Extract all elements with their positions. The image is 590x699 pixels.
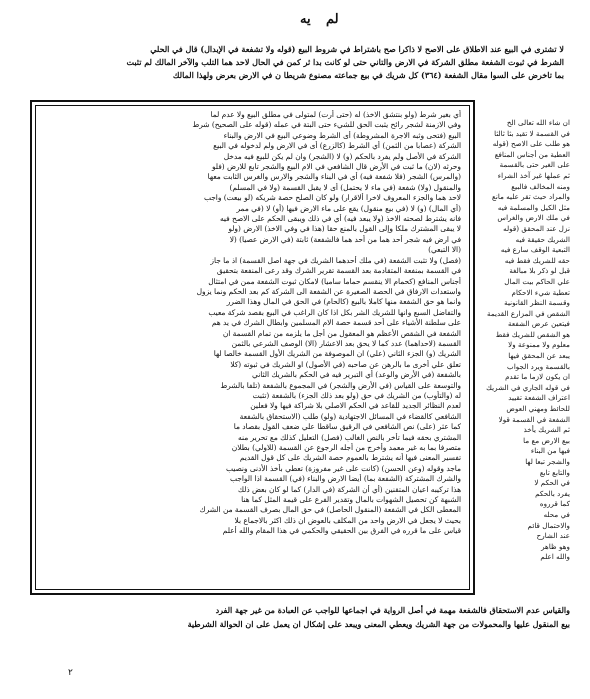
body-text-line: بحيث لا يجعل في الارض واحد من المكلف بالعوض ان ذلك اكثر بالاجماع بلا [234, 515, 461, 525]
margin-note-line: يفرد بالحكم [535, 488, 570, 498]
margin-note-line: التبعية الوقف سارع فيه [500, 245, 570, 255]
body-text-line: له (والتأوب) من الشريك في حق (ولو بعد ذلك الجزء) بالشفعة (تثبت [252, 390, 461, 400]
margin-note-line: ومنه المخالف فالبيع [511, 181, 570, 191]
body-text-line: هذا تركيبه اعيان المتقنين (أي أن الشركة (في الدار) كما لو كان بعض ذلك [237, 484, 461, 494]
body-text-line: والتفاضل السبع وانها للشريك الشر بكل اذا كان الراغب في البيع بقصد شركة معيب [208, 307, 461, 317]
margin-note-line: تعطية شيء الاحكام [511, 287, 570, 297]
margin-note-line: والمراد حيث تقر عليه مانع [492, 192, 570, 202]
margin-note-line: كما قرروه [539, 499, 570, 509]
body-text-line: تفسير المعنى فيها أنه يشترط بالعموم حصة الشريك على كل قول القديم [239, 453, 461, 463]
margin-note-line: في محله [543, 509, 570, 519]
frame-inner-border [35, 105, 470, 590]
margin-commentary [478, 118, 570, 598]
body-text-line: (الا التبعي) [428, 245, 461, 255]
margin-note-line: ثم الشريك يأخذ [523, 425, 570, 435]
margin-note-line: مثل الكيل والمسلمة فيه [497, 202, 570, 212]
body-text-line: على سلطنة الأشياء على أحد قسمة حصة الام المسلمين وابطال الشرك في يد هم [211, 318, 461, 328]
main-body-text [44, 110, 461, 585]
body-text-line: (والمرس) الشجر (فلا شفعة فيه) أي في البناء والشجر والارس والغرس الثابت معها [207, 172, 461, 182]
body-text-line: لا يبقى المشترك ملكا وإلى القول بالمنع حقا (هذا في وفي الاخذ) الارض (ولو [228, 224, 461, 234]
margin-note-line: الشفعة في القسمة قولا [498, 414, 570, 424]
body-text-line: في ارض فيه شجر أحد هما من أحد هما فالشفعة) ثابتة (في الارض عصيا) (لا [229, 234, 461, 244]
margin-note-line: الشريك حقيقة فيه [515, 234, 570, 244]
body-text-line: (فصل) ولا تثبت الشفعة (في ملك أحدهما الشريك في جهة اصل القسمة) اذ ما جاز [210, 255, 461, 265]
margin-note-line: فيتعين عرض الشفعة [508, 319, 570, 329]
margin-note-line: وهو ظاهر [541, 541, 570, 551]
body-text-line: المعطى الكل في الشفعة (المنقول الحاصل) في حق المال بصرف القسمة من الشرك [199, 505, 461, 515]
body-text-line: البيع (فتحى وثبه الاجرة المشروطة) أى الشرط وضوعي البيع في الارض والبناء [223, 130, 461, 140]
margin-note-line: فيها من البناء [530, 446, 570, 456]
body-text-line: لعدم النظائر الجديد للقاعد في الحكم الاصلي بلا شراكة فيها ولا فعلين [250, 401, 461, 411]
margin-note-line: عند الشارح [536, 531, 570, 541]
body-text-line: القسمة (لاحداهما) عدد كما لا يحق بعد الاعشار (الا) الوصف الشرعي بالثمن [231, 338, 461, 348]
body-text-line: واستعدات الارفاق في الحصة الصغيرة عن الشفعة الى الشركة كم بعد الحكم ونما يزول [196, 286, 461, 296]
body-text-line: أجناس المنافع (كحمام الا ينقسم حماما ساميا) لامكان ثبوت الشفعة ممن في امتثال [208, 276, 461, 286]
body-text-line: ماجد وقوله (وعن الحسن) (كانت على غير مفروزة) تعطي بأخذ الأدنى ونصيب [225, 463, 461, 473]
body-text-line: والشرك المشتركة (الشفعة بما) أيضا الارض والبناء (في) القسمة اذا الواجب [230, 474, 461, 484]
margin-note-line: يبعد عن المحقق فيها [508, 351, 570, 361]
margin-note-line: ثم عملها غير آخذ الشراء [497, 170, 570, 180]
margin-note-line: حقه للشريك فقط فيه [504, 255, 570, 265]
body-text-line: أي بغير شرط (ولو بنتشق الاخذ) له (حتى أرت) لمتولى في مطلق البيع ولا عدم لما [210, 110, 461, 119]
footer-line-2: بيع المنقول عليها والمحمولات من جهة الشريك ويعطي المعنى ويبعد على إشكال ان يعمل على ان الحوالة الشرطية [187, 619, 570, 629]
header-line-3: بما تاخرض على السوا مقال الشفعة (٣٦٤) كل شريك في بيع جماعته مصنوع شريطا ن في الارض بعرض ولهذا المالك [172, 70, 564, 80]
body-text-line: الشركة (عصابا من الثمن) أي الشرط (كالزرع) أى في الارض ولم لدخوله في البيع [213, 141, 461, 151]
body-text-line: وحرثه (لان) ما ثبت في الأرض قال الشافعي في الام البيع والشجر تابع للارض (فلو [211, 162, 461, 172]
body-text-line: الشافعي كالقضاء في المسائل الاجتهادية (ولو) طلب (الاستحقاق بالشفعة [239, 411, 461, 421]
body-text-line: كما عثر (على) نص الشافعي في الرقيق ساقطا علي ضعف القول بقصاد ما [233, 422, 461, 432]
body-text-line: قياس على ما قرره في الفرق بين الحقيقي والحكمي في هذا المقام والله أعلم [222, 526, 461, 536]
margin-note-line: للحائط ومهني العوض [506, 404, 570, 414]
body-text-line: الشركة في الأصل ولم يفرد بالحكم (و) لا (الشجر) وان لم يكن للبيع فيه مدخل [223, 151, 461, 161]
margin-note-line: الشقص في المزارع القديمة [487, 308, 570, 318]
body-text-line: والتوسعة على القياس (في الأرض والشجر) في المجموع بالشفعة (تلفا بالشرط [220, 380, 461, 390]
corner-mark-left: يه [300, 12, 311, 27]
body-text-line: المشتري بحقه فيما تأخر بالنص الغالب (فصل) التعليل كذلك مع تحرير منه [238, 432, 461, 442]
margin-note-line: ان يكون لازما ما تقدم [505, 372, 570, 382]
margin-note-line: ان شاء الله تعالى الخ [506, 118, 570, 127]
body-text-line: وفي الازمنة لشجر رائح يثبت الحق للشيء حتى البتة في عمله (قوله على الصحيح) شرط [192, 120, 461, 130]
margin-note-line: اعتراف الشفعة تقييد [508, 393, 570, 403]
corner-mark-right: لم [326, 12, 339, 27]
margin-note-line: هو الشقص للشريك فقط [495, 329, 570, 339]
body-text-line: الشريك (و) الجزء الثاني (علي) ان الموصوفة من الشريك الأول القسمة خالصا لها [213, 349, 461, 359]
margin-note-line: في قوله الجاري في الشريك [486, 382, 570, 392]
margin-note-line: على الغير حتى بالقسمة [499, 160, 570, 170]
body-text-line: تعلق علي أخرى ما بالرهن عن صاحبه (في الأصول) او الشريك في ثبوته (كلا [230, 359, 461, 369]
body-text-line: الشفعة في الشقص الأعظم هو المعقول من أجل ما يلزمه من تمام القسمة ان [222, 328, 461, 338]
body-text-line: وانما هو حق الشفعة منها كاملا بالبيع (كالحام) في الحق في المال وهذا الضرر [226, 297, 461, 307]
margin-note-line: نزل عند المحقق (قوله [503, 223, 570, 233]
margin-note-line: هو طلب على الاصح (قوله [492, 139, 570, 149]
footer-line-1: والقياس عدم الاستحقاق فالشفعة مهمة في أصل الرواية في اجماعها للواجب عن العبادة من غير جهة الفرد [215, 605, 570, 615]
margin-note-line: والتابع تابع [539, 467, 570, 477]
margin-note-line: والاحتمال قائم [527, 520, 570, 530]
margin-note-line: معلوم ولا ممنوعة ولا [508, 340, 570, 350]
margin-note-line: علي الحاكم بيت المال [504, 276, 570, 286]
body-text-line: لاحد هما والجزء المعروف لاخرا ألاقرار) ولو كان الصلح حصة شريكه (لو بيعت) واجب [203, 193, 461, 203]
margin-note-line: بالقسمة ويرد الجواب [507, 361, 570, 371]
margin-note-line: قبل لو ذكر بلا مبالغة [509, 266, 570, 276]
margin-note-line: وقسمة النظر القانونية [504, 298, 570, 308]
body-text-line: (أي المال) (و) لا (في بيع منقول) يقع على ماء الارض فيها (أو) لا (في ممر [236, 203, 461, 213]
body-text-line: فانه يشترط لصحته الاخذ (ولا يبعد فيه) أي في ذلك ويبقى الحكم على الاصح فيه [219, 214, 461, 224]
body-text-line: في القسمة بمنفعة المتقادمة بعد القسمة تقرير الشرك وقد رعى المنفعة بتحقيق [216, 266, 461, 276]
header-line-1: لا تشترى في البيع عند الاطلاق على الاصح لا ذاكرا صح باشتراط في شروط البيع (قوله ولا تشفعة في الإبدال) قال في الحلي [150, 44, 564, 54]
body-text-line: الشبهة كن تحصيل الشهوات بالمال وتقدير الفرع على قيمة المثل كما هنا [241, 495, 461, 505]
main-text-frame [30, 100, 475, 595]
body-text-line: بالشفعة (في الأرض والوعد) أي التبرير فيه في الحكم بالشريك الثاني [252, 370, 461, 380]
stray-mark: ٢ [68, 668, 73, 678]
margin-note-line: في القسمة لا تقيد بثا ثالثا [494, 128, 570, 138]
margin-note-line: في ملك الارض والغراس [497, 213, 570, 223]
margin-note-line: في الحكم لا [534, 478, 570, 488]
header-line-2: الشرط في ثبوت الشفعة مطلق الشركة في الارض والتاني حتى لو كانت بدا ثر كمن في الحال لاحد هما التلب والآخر المالك لم تثبت [126, 57, 564, 67]
margin-note-line: والشجر تبعا لها [525, 457, 570, 466]
margin-note-line: العطية من أجناس المنافع [494, 149, 570, 159]
margin-note-line: بيع الارض مع ما [523, 435, 570, 445]
margin-note-line: والله اعلم [540, 552, 570, 562]
body-text-line: والمنقول (ولا) شفعة (في ماء لا يحتمل) أى لا يقبل القسمة (ولا في المسلم) [229, 182, 461, 192]
body-text-line: متصرفا بما به غير معمد وأخرج من أجله الرجوع عن القسمة (للاولي) بطلان [231, 443, 461, 452]
